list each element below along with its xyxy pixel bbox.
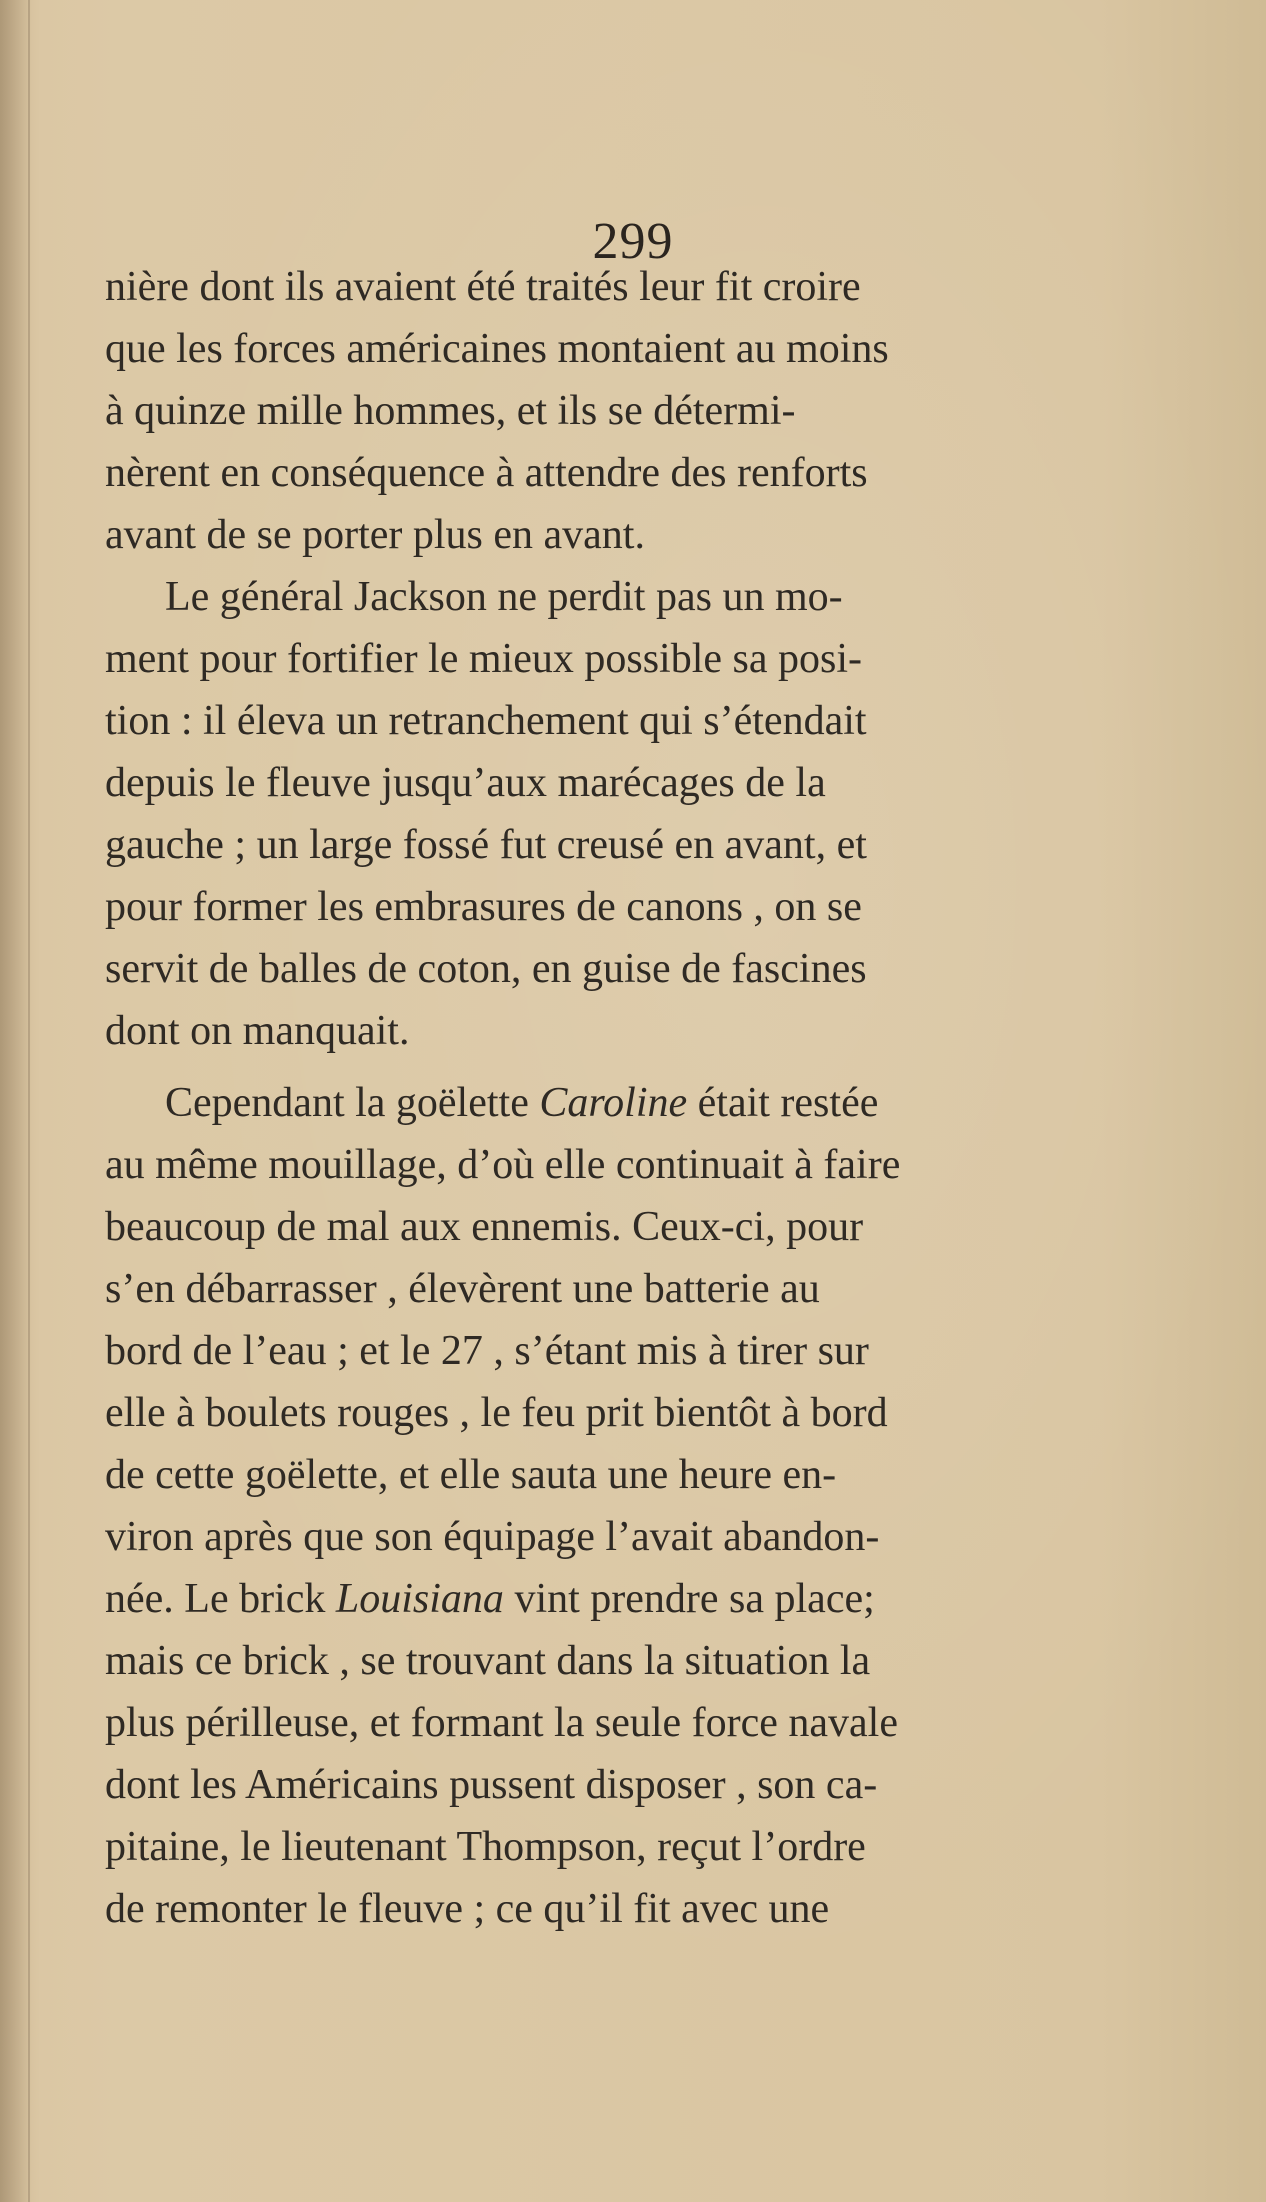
text-line: nière dont ils avaient été traités leur fit croire [105,264,861,310]
text-line: de cette goëlette, et elle sauta une heure en- [105,1452,837,1498]
text-line: s’en débarrasser , élevèrent une batterie au [105,1266,820,1312]
text-line: mais ce brick , se trouvant dans la situation la [105,1638,871,1684]
text-line: de remonter le fleuve ; ce qu’il fit avec une [105,1886,830,1932]
ship-name: Louisiana [335,1576,504,1622]
text-line: plus périlleuse, et formant la seule force navale [105,1700,898,1746]
text-line: beaucoup de mal aux ennemis. Ceux-ci, pour [105,1204,864,1250]
text-line: pour former les embrasures de canons , on se [105,884,862,930]
text-segment: Cependant la goëlette [165,1080,540,1126]
text-line: au même mouillage, d’où elle continuait à faire [105,1142,901,1188]
text-line: tion : il éleva un retranchement qui s’étendait [105,698,867,744]
text-line: dont on manquait. [105,1008,410,1054]
text-segment: vint prendre sa place; [503,1576,875,1622]
text-line: pitaine, le lieutenant Thompson, reçut l’ordre [105,1824,866,1870]
text-line: ment pour fortifier le mieux possible sa posi- [105,636,863,682]
text-line: servit de balles de coton, en guise de fascines [105,946,867,992]
text-line: viron après que son équipage l’avait abandon- [105,1514,880,1560]
text-line: nèrent en conséquence à attendre des renforts [105,450,868,496]
text-line: gauche ; un large fossé fut creusé en avant, et [105,822,867,868]
text-line: elle à boulets rouges , le feu prit bientôt à bord [105,1390,888,1436]
text-line: bord de l’eau ; et le 27 , s’étant mis à tirer sur [105,1328,869,1374]
ship-name: Caroline [539,1080,688,1126]
text-line: dont les Américains pussent disposer , son ca- [105,1762,878,1808]
text-line: Le général Jackson ne perdit pas un mo- [165,574,843,620]
text-line: avant de se porter plus en avant. [105,512,645,558]
text-line [165,1078,1121,1128]
text-line [105,1574,1061,1624]
text-line: depuis le fleuve jusqu’aux marécages de la [105,760,826,806]
text-segment: était restée [687,1080,879,1126]
text-segment: née. Le brick [105,1576,336,1622]
text-line: à quinze mille hommes, et ils se détermi- [105,388,796,434]
page-number: 299 [592,213,674,270]
text-line: que les forces américaines montaient au moins [105,326,889,372]
page-edge-line [28,0,30,2202]
